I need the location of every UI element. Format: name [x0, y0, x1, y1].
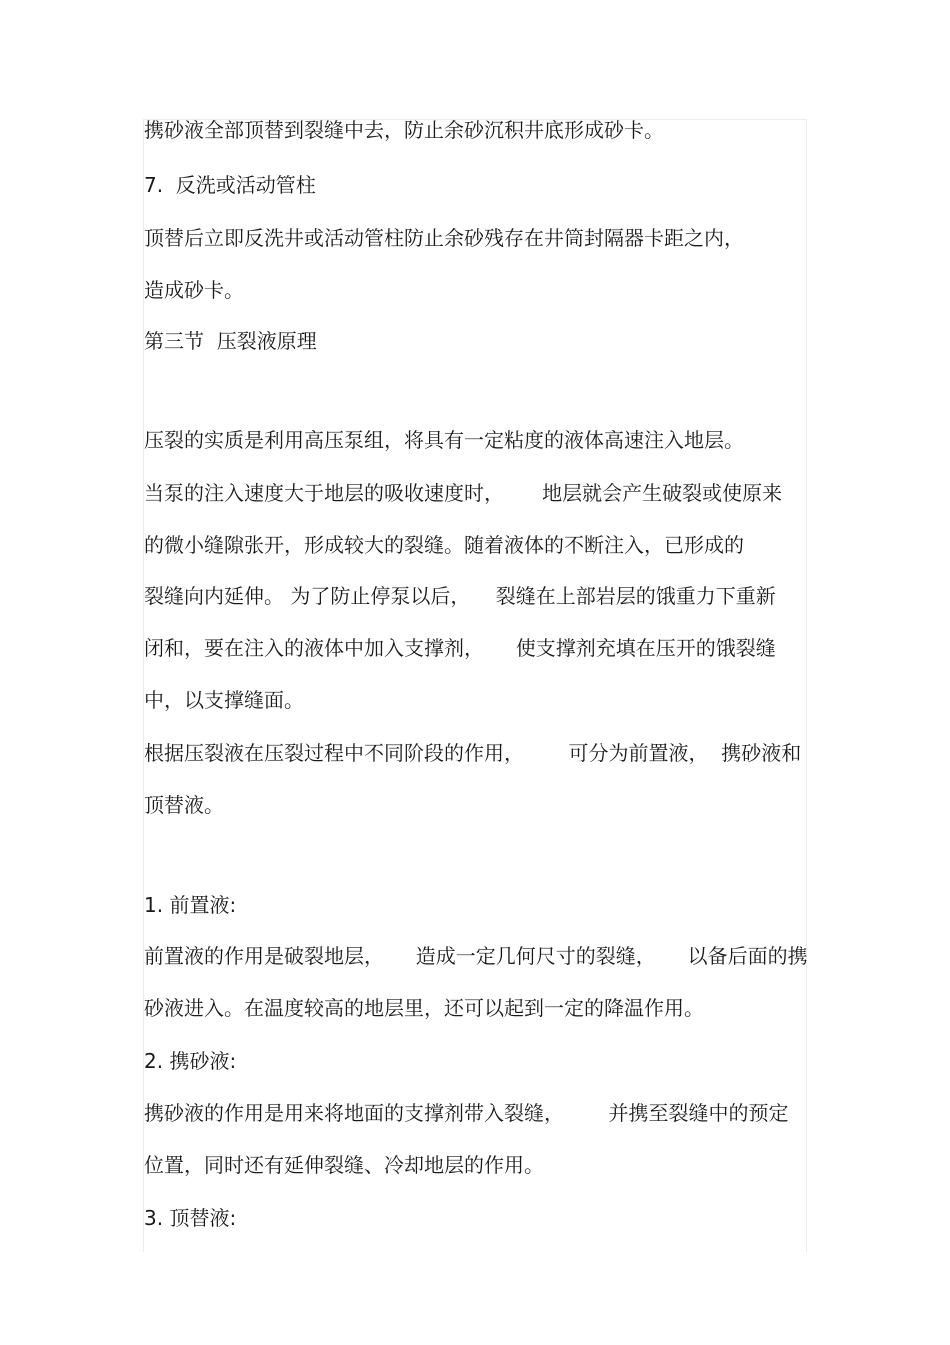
section-heading: 第三节 压裂液原理 [144, 329, 317, 353]
text-line-1: 携砂液全部顶替到裂缝中去，防止余砂沉积井底形成砂卡。 [144, 118, 664, 142]
text-line-16: 砂液进入。在温度较高的地层里，还可以起到一定的降温作用。 [144, 996, 704, 1020]
text-line-15: 前置液的作用是破裂地层， 造成一定几何尺寸的裂缝， 以备后面的携 [144, 944, 808, 968]
text-line-13: 顶替液。 [144, 793, 224, 817]
text-line-9: 裂缝向内延伸。 为了防止停泵以后， 裂缝在上部岩层的饿重力下重新 [144, 584, 776, 608]
text-line-12: 根据压裂液在压裂过程中不同阶段的作用， 可分为前置液， 携砂液和 [144, 741, 802, 765]
text-line-11: 中，以支撑缝面。 [144, 688, 304, 712]
text-line-7: 当泵的注入速度大于地层的吸收速度时， 地层就会产生破裂或使原来 [144, 481, 783, 505]
text-line-6: 压裂的实质是利用高压泵组，将具有一定粘度的液体高速注入地层。 [144, 428, 744, 452]
text-line-19: 位置，同时还有延伸裂缝、冷却地层的作用。 [144, 1153, 544, 1177]
list-item-3-heading: 3. 顶替液: [144, 1206, 237, 1230]
text-line-3: 顶替后立即反洗井或活动管柱防止余砂残存在井筒封隔器卡距之内， [144, 226, 744, 250]
text-line-8: 的微小缝隙张开，形成较大的裂缝。随着液体的不断注入，已形成的 [144, 533, 744, 557]
text-line-4: 造成砂卡。 [144, 278, 244, 302]
text-line-10: 闭和，要在注入的液体中加入支撑剂， 使支撑剂充填在压开的饿裂缝 [144, 636, 776, 660]
list-item-2-heading: 2. 携砂液: [144, 1049, 237, 1073]
text-line-2: 7. 反洗或活动管柱 [144, 173, 316, 197]
text-line-18: 携砂液的作用是用来将地面的支撑剂带入裂缝， 并携至裂缝中的预定 [144, 1101, 789, 1125]
list-item-1-heading: 1. 前置液: [144, 893, 237, 917]
